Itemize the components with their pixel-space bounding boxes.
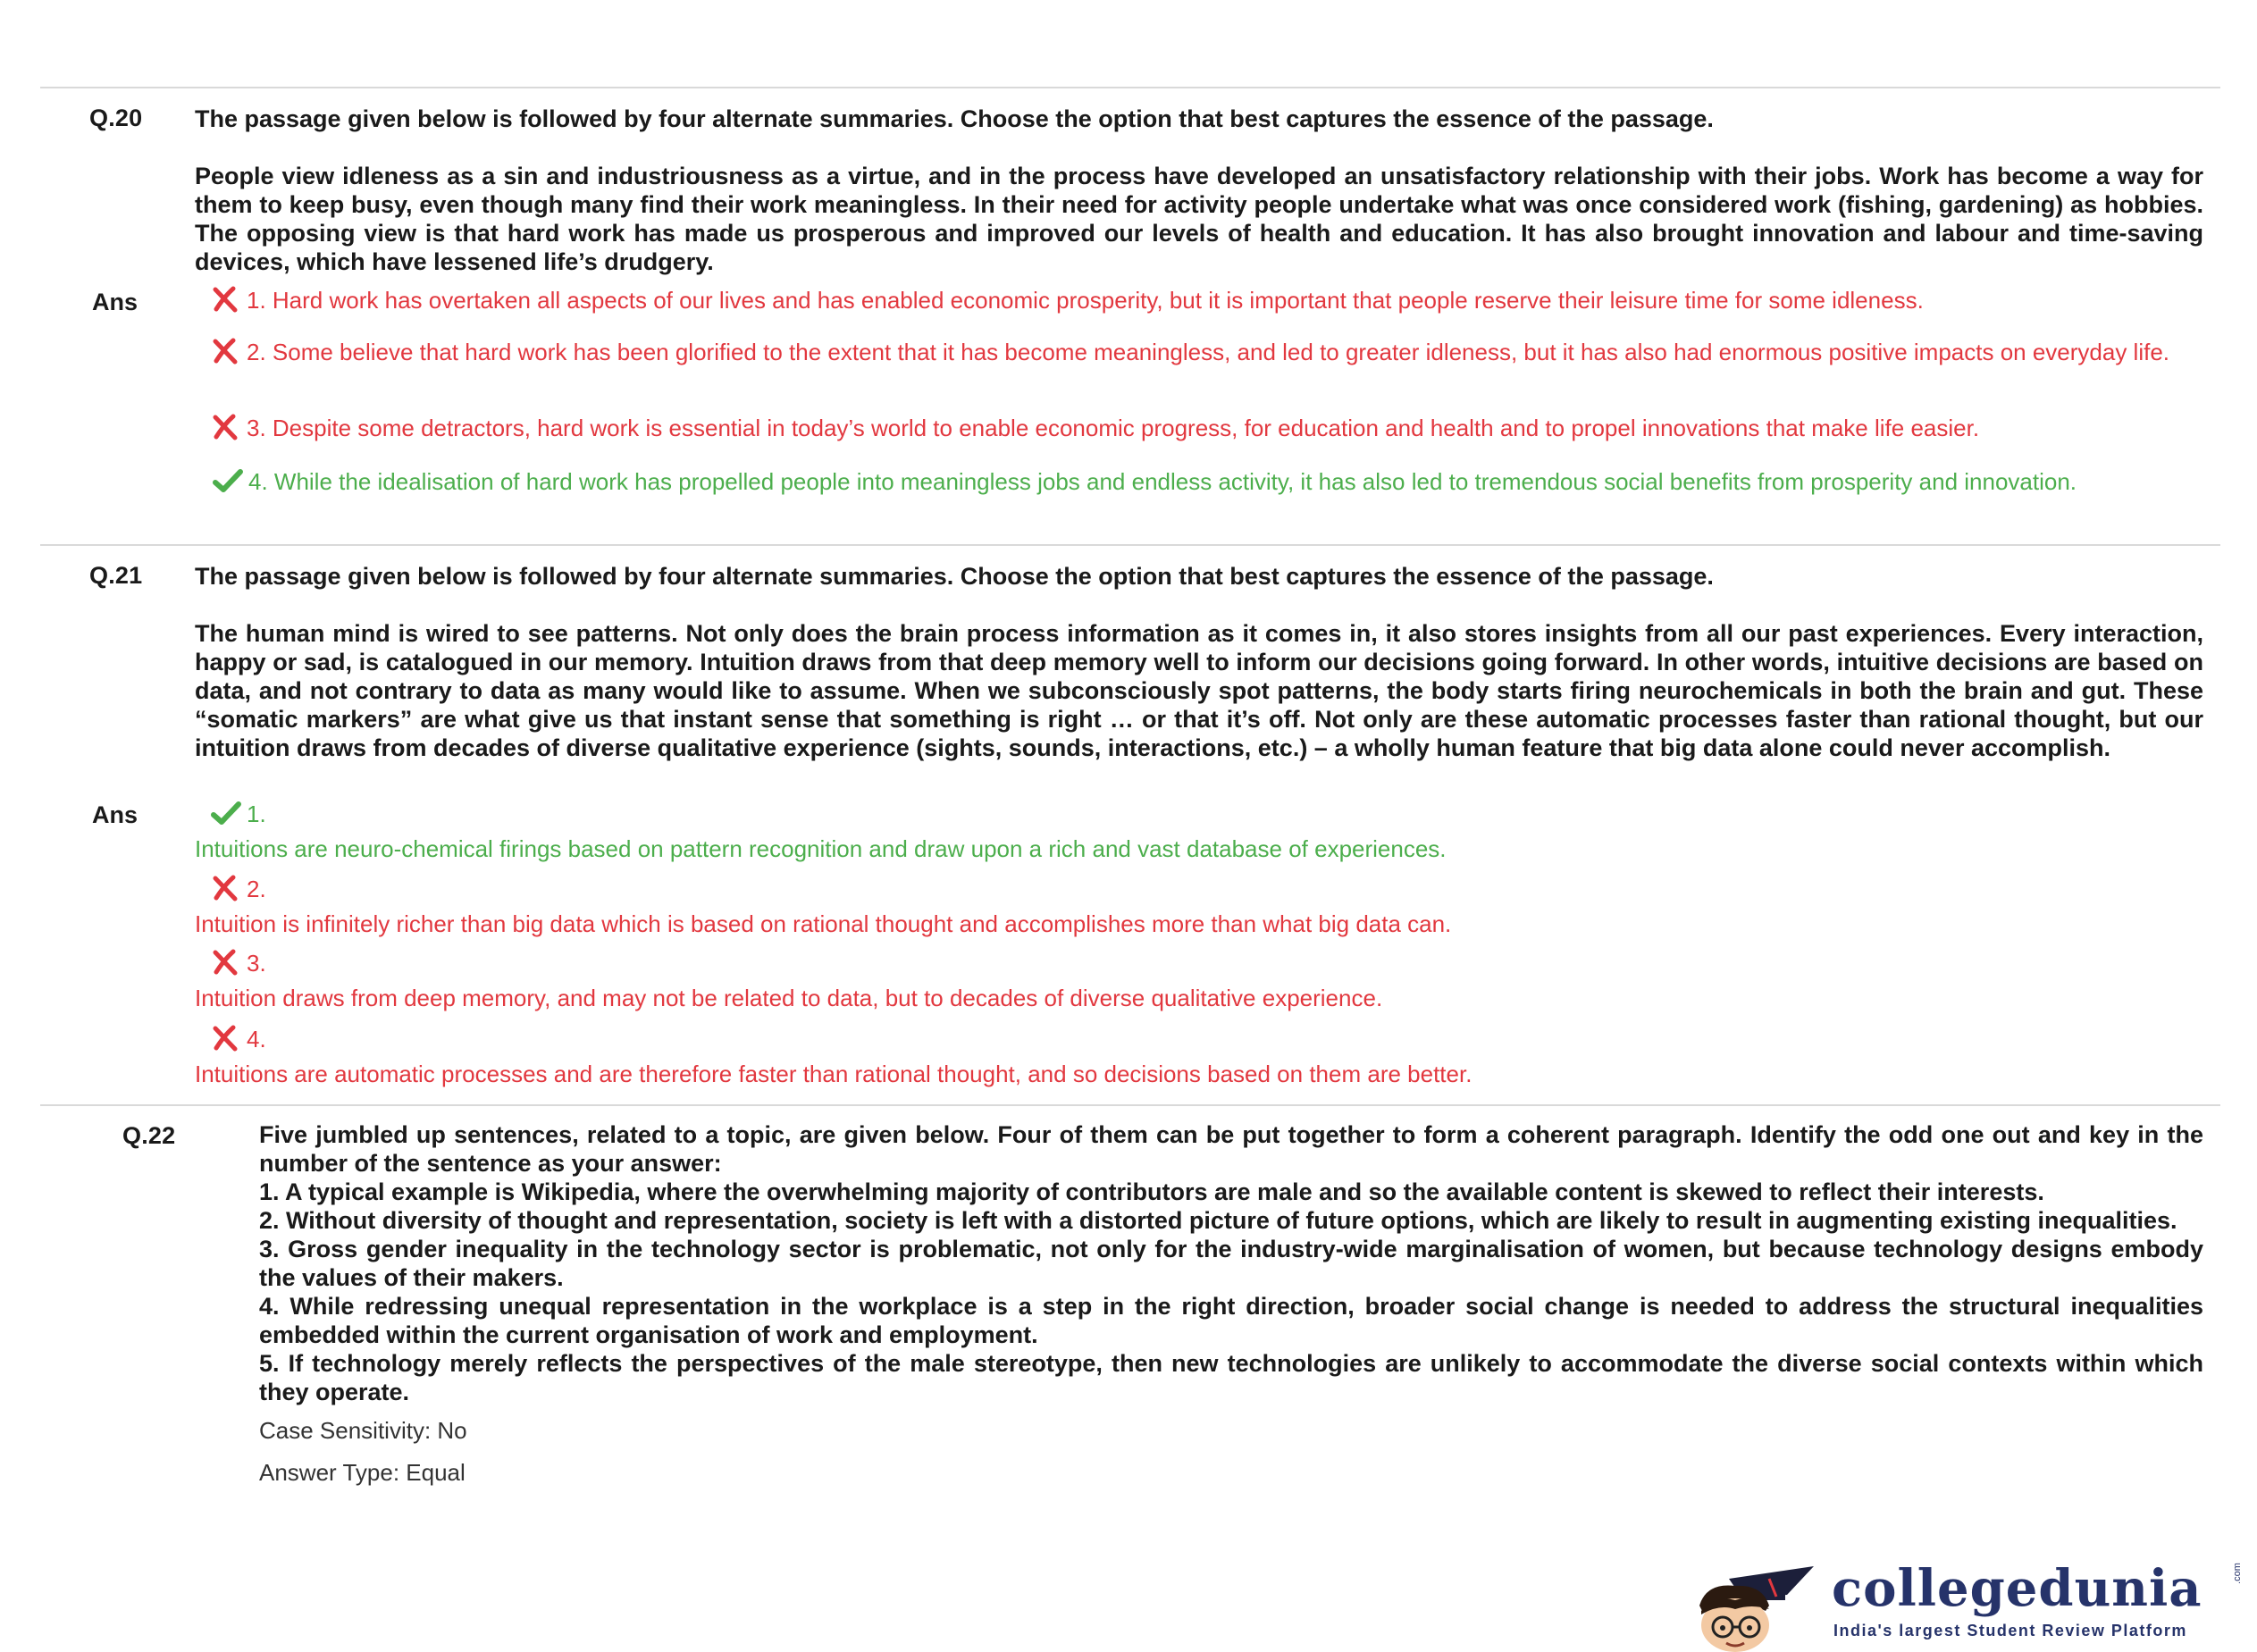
passage-text: The human mind is wired to see patterns. Not only does the brain process information as it comes in, it also stores insights from all our past experiences. Every interaction, happy or sad, is catalogued in our memory. Intuition draws from that deep memory well to inform our decisions going forward. In other words, intuitive decisions are based on data, and not contrary to data as many would like to assume. When we subconsciously spot patterns, the body starts firing neurochemicals in both the brain and gut. These “somatic markers” are what give us that instant sense that something is right … or that it’s off. Not only are these automatic processes faster than rational thought, but our intuition draws from decades of diverse qualitative experience (sights, sounds, interactions, etc.) – a wholly human feature that big data alone could never accomplish. [195,620,2203,761]
mascot-icon [1680,1559,1823,1652]
question-number: Q.22 [122,1122,176,1149]
sentence-item: 1. A typical example is Wikipedia, where the overwhelming majority of contributors are male and so the available content is skewed to reflect their interests. [259,1178,2044,1205]
sentence-item: 4. While redressing unequal representation in the workplace is a step in the right direction, broader social change is needed to address the structural inequalities embedded within the current organisation of work and employment. [259,1293,2203,1348]
divider [40,544,2220,546]
option-text: 3. Despite some detractors, hard work is essential in today’s world to enable economic progress, for education and health and to propel innovations that make life easier. [247,415,1980,441]
checkmark-icon [211,800,241,826]
answer-option [211,412,2203,445]
cross-icon [211,286,241,313]
question-21 [195,562,2203,762]
option-number: 4. [247,1026,266,1052]
sentence-item: 2. Without diversity of thought and representation, society is left with a distorted picture of future options, which are likely to result in augmenting existing inequalities. [259,1207,2177,1234]
logo-tagline: India's largest Student Review Platform [1833,1622,2187,1639]
option-text: Intuitions are automatic processes and are therefore faster than rational thought, and so decisions based on them are better. [195,1061,1473,1087]
option-text: Intuition is infinitely richer than big data which is based on rational thought and accomplishes more than what big data can. [195,910,1452,937]
option-text: 2. Some believe that hard work has been glorified to the extent that it has become meaningless, and led to greater idleness, but it has also had enormous positive impacts on everyday life. [247,339,2170,365]
question-number: Q.20 [89,105,143,131]
logo-wordmark: collegedunia [1832,1559,2202,1618]
option-text: 4. While the idealisation of hard work has propelled people into meaningless jobs and endless activity, it has also led to tremendous social benefits from prosperity and innovation. [248,468,2077,495]
question-20 [195,105,2203,276]
answer-option [211,947,266,980]
answer-option [211,284,2203,317]
passage-text: People view idleness as a sin and industriousness as a virtue, and in the process have developed an unsatisfactory relationship with their jobs. Work has become a way for them to keep busy, even though many find their work meaningless. In their need for activity people undertake what was once considered work (fishing, gardening) as hobbies. The opposing view is that hard work has made us prosperous and improved our levels of health and education. It has also brought innovation and labour and time-saving devices, which have lessened life’s drudgery. [195,163,2203,275]
sentence-item: 5. If technology merely reflects the perspectives of the male stereotype, then new technologies are unlikely to accommodate the diverse social contexts within which they operate. [259,1350,2203,1405]
case-sensitivity: Case Sensitivity: No [259,1417,467,1444]
cross-icon [211,949,241,976]
answer-option [211,798,266,831]
option-text: Intuitions are neuro-chemical firings based on pattern recognition and draw upon a rich and vast database of experiences. [195,835,1447,862]
logo-domain: .com [2231,1563,2243,1584]
divider [40,1104,2220,1106]
cross-icon [211,414,241,440]
answer-option [211,1023,266,1056]
option-text: 1. Hard work has overtaken all aspects of our lives and has enabled economic prosperity, but it is important that people reserve their leisure time for some idleness. [247,287,1924,314]
sentence-item: 3. Gross gender inequality in the technology sector is problematic, not only for the industry-wide marginalisation of women, but because technology designs embody the values of their makers. [259,1236,2203,1291]
option-text: Intuition draws from deep memory, and may not be related to data, but to decades of diverse qualitative experience. [195,985,1383,1011]
question-number: Q.21 [89,562,143,589]
cross-icon [211,338,241,365]
question-prompt: Five jumbled up sentences, related to a topic, are given below. Four of them can be put together to form a coherent paragraph. Identify the odd one out and key in the number of the sentence as your answer: [259,1121,2203,1177]
cross-icon [211,1025,241,1052]
answer-label: Ans [92,289,138,315]
option-number: 1. [247,801,266,827]
collegedunia-logo [1680,1559,2252,1652]
option-number: 2. [247,876,266,902]
answer-option [195,336,2203,369]
question-prompt: The passage given below is followed by four alternate summaries. Choose the option that best captures the essence of the passage. [195,105,1714,132]
option-number: 3. [247,950,266,977]
answer-type: Answer Type: Equal [259,1459,466,1486]
checkmark-icon [213,467,243,494]
answer-option [211,873,266,906]
cross-icon [211,875,241,901]
question-22 [259,1120,2203,1487]
divider-top [40,87,2220,88]
answer-option [195,465,2203,499]
question-prompt: The passage given below is followed by four alternate summaries. Choose the option that best captures the essence of the passage. [195,563,1714,590]
answer-label: Ans [92,801,138,828]
